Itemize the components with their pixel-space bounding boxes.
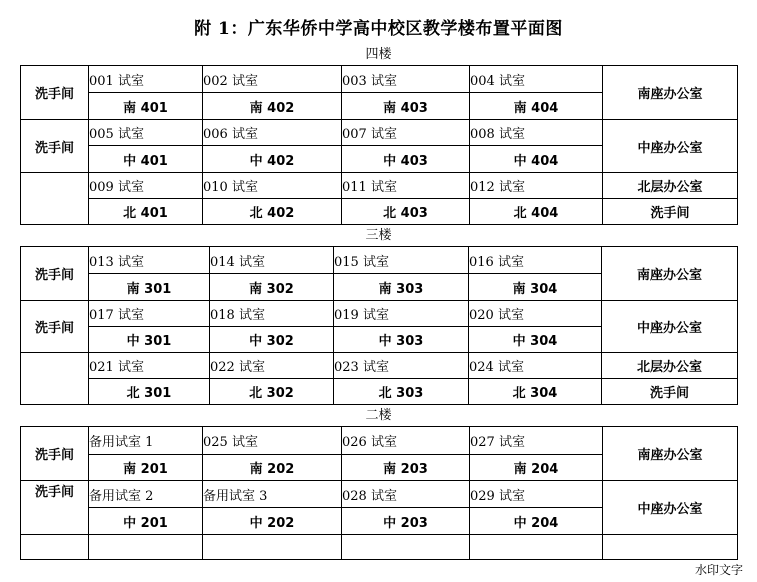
room-number: 北 301 xyxy=(89,379,210,405)
room-number: 中 301 xyxy=(89,327,210,353)
page-title: 附 1：广东华侨中学高中校区教学楼布置平面图 xyxy=(194,19,563,39)
room-number: 南 402 xyxy=(203,93,342,120)
floor-label-4: 四楼 xyxy=(365,47,392,62)
exam-room-code: 012 试室 xyxy=(470,173,603,199)
room-number: 中 404 xyxy=(470,146,603,173)
office-cell: 中座办公室 xyxy=(603,120,738,173)
exam-room-code: 013 试室 xyxy=(89,247,210,274)
room-number: 中 402 xyxy=(203,146,342,173)
office-cell: 北层办公室 xyxy=(602,353,738,379)
room-number: 南 401 xyxy=(89,93,203,120)
empty-cell xyxy=(470,535,603,560)
restroom-cell: 洗手间 xyxy=(21,301,89,353)
exam-room-code: 026 试室 xyxy=(342,427,470,455)
room-number: 南 202 xyxy=(203,455,342,481)
restroom-cell: 洗手间 xyxy=(21,66,89,120)
empty-cell xyxy=(203,535,342,560)
room-number: 中 204 xyxy=(470,508,603,535)
exam-room-code: 017 试室 xyxy=(89,301,210,327)
exam-room-code: 021 试室 xyxy=(89,353,210,379)
table-row xyxy=(21,535,738,560)
office-cell: 北层办公室 xyxy=(603,173,738,199)
table-row xyxy=(21,353,738,379)
exam-room-code: 009 试室 xyxy=(89,173,203,199)
table-row xyxy=(21,301,738,327)
exam-room-code: 024 试室 xyxy=(469,353,602,379)
restroom-cell: 洗手间 xyxy=(21,481,89,535)
restroom-cell: 洗手间 xyxy=(602,379,738,405)
room-number: 南 302 xyxy=(210,274,334,301)
exam-room-code: 018 试室 xyxy=(210,301,334,327)
office-cell: 中座办公室 xyxy=(602,301,738,353)
exam-room-code: 014 试室 xyxy=(210,247,334,274)
table-row xyxy=(21,173,738,199)
room-number: 北 302 xyxy=(210,379,334,405)
exam-room-code: 020 试室 xyxy=(469,301,602,327)
exam-room-code: 011 试室 xyxy=(342,173,470,199)
exam-room-code: 029 试室 xyxy=(470,481,603,508)
room-number: 北 402 xyxy=(203,199,342,225)
office-cell: 中座办公室 xyxy=(603,481,738,535)
restroom-cell: 洗手间 xyxy=(21,427,89,481)
room-number: 南 403 xyxy=(342,93,470,120)
floor-label-3: 三楼 xyxy=(365,228,392,243)
exam-room-code: 001 试室 xyxy=(89,66,203,93)
empty-cell xyxy=(603,535,738,560)
room-number: 中 202 xyxy=(203,508,342,535)
room-number: 中 401 xyxy=(89,146,203,173)
exam-room-code: 备用试室 2 xyxy=(89,481,203,508)
room-number: 北 304 xyxy=(469,379,602,405)
restroom-cell: 洗手间 xyxy=(21,120,89,173)
exam-room-code: 027 试室 xyxy=(470,427,603,455)
table-row xyxy=(21,199,738,225)
exam-room-code: 025 试室 xyxy=(203,427,342,455)
table-row xyxy=(21,120,738,146)
empty-cell xyxy=(21,535,89,560)
exam-room-code: 备用试室 1 xyxy=(89,427,203,455)
exam-room-code: 010 试室 xyxy=(203,173,342,199)
room-number: 中 203 xyxy=(342,508,470,535)
exam-room-code: 006 试室 xyxy=(203,120,342,146)
empty-cell xyxy=(342,535,470,560)
exam-room-code: 002 试室 xyxy=(203,66,342,93)
exam-room-code: 019 试室 xyxy=(334,301,469,327)
office-cell: 南座办公室 xyxy=(603,66,738,120)
floor-2-table xyxy=(20,426,738,560)
restroom-cell: 洗手间 xyxy=(21,247,89,301)
room-number: 中 403 xyxy=(342,146,470,173)
floor-3-table xyxy=(20,246,738,405)
room-number: 南 304 xyxy=(469,274,602,301)
floor-label-2: 二楼 xyxy=(365,408,392,423)
room-number: 南 303 xyxy=(334,274,469,301)
exam-room-code: 028 试室 xyxy=(342,481,470,508)
exam-room-code: 007 试室 xyxy=(342,120,470,146)
room-number: 北 403 xyxy=(342,199,470,225)
room-number: 南 201 xyxy=(89,455,203,481)
room-number: 中 303 xyxy=(334,327,469,353)
office-cell: 南座办公室 xyxy=(602,247,738,301)
room-number: 南 404 xyxy=(470,93,603,120)
empty-cell xyxy=(21,173,89,225)
room-number: 南 301 xyxy=(89,274,210,301)
exam-room-code: 003 试室 xyxy=(342,66,470,93)
exam-room-code: 016 试室 xyxy=(469,247,602,274)
table-row xyxy=(21,427,738,455)
watermark-text: 水印文字 xyxy=(694,563,743,577)
table-row xyxy=(21,379,738,405)
table-row xyxy=(21,66,738,93)
room-number: 南 203 xyxy=(342,455,470,481)
room-number: 北 404 xyxy=(470,199,603,225)
exam-room-code: 008 试室 xyxy=(470,120,603,146)
room-number: 北 401 xyxy=(89,199,203,225)
office-cell: 南座办公室 xyxy=(603,427,738,481)
floor-4-table xyxy=(20,65,738,225)
exam-room-code: 022 试室 xyxy=(210,353,334,379)
exam-room-code: 005 试室 xyxy=(89,120,203,146)
exam-room-code: 015 试室 xyxy=(334,247,469,274)
room-number: 中 304 xyxy=(469,327,602,353)
empty-cell xyxy=(89,535,203,560)
room-number: 中 302 xyxy=(210,327,334,353)
restroom-cell: 洗手间 xyxy=(603,199,738,225)
room-number: 南 204 xyxy=(470,455,603,481)
exam-room-code: 023 试室 xyxy=(334,353,469,379)
exam-room-code: 004 试室 xyxy=(470,66,603,93)
exam-room-code: 备用试室 3 xyxy=(203,481,342,508)
table-row xyxy=(21,247,738,274)
room-number: 中 201 xyxy=(89,508,203,535)
room-number: 北 303 xyxy=(334,379,469,405)
table-row xyxy=(21,481,738,508)
empty-cell xyxy=(21,353,89,405)
